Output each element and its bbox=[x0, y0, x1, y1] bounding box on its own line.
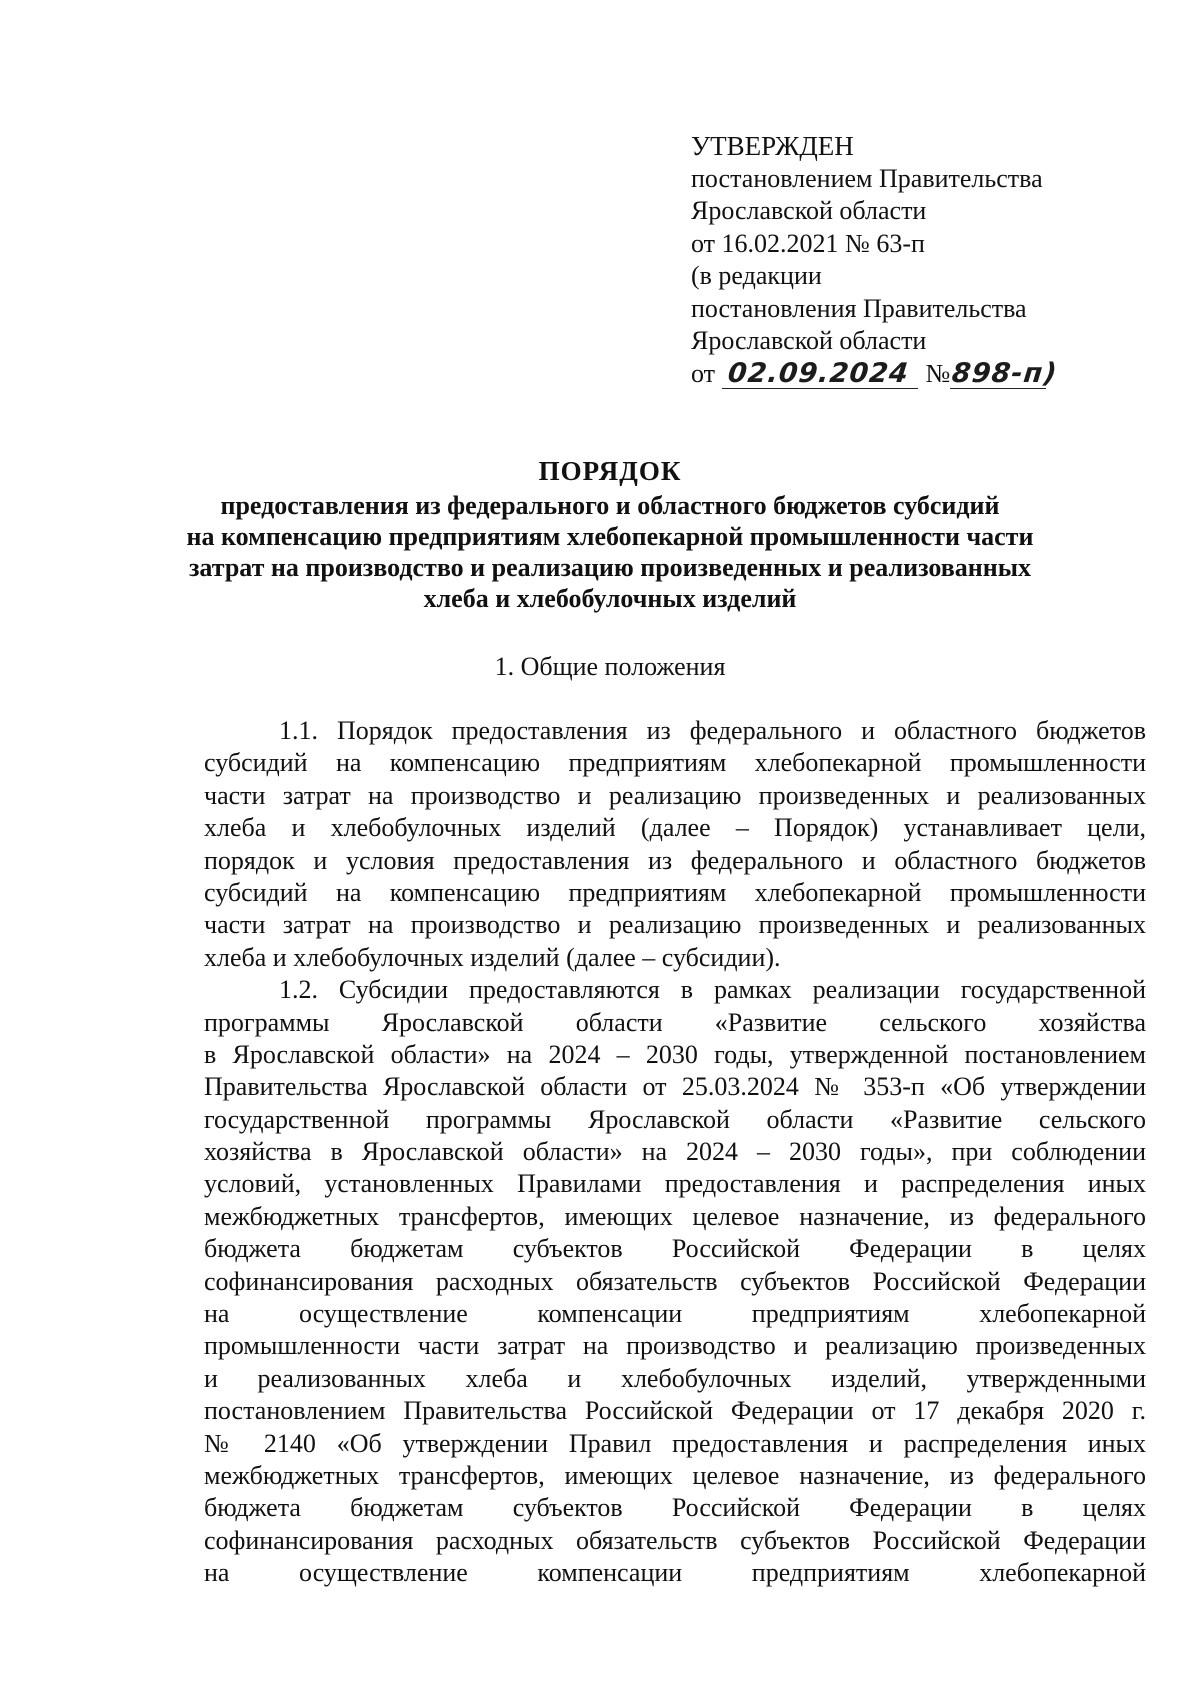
title-subline: на компенсацию предприятиям хлебопекарной промышленности части bbox=[186, 522, 1034, 551]
title-subline: предоставления из федерального и областного бюджетов субсидий bbox=[220, 491, 1000, 520]
approval-line: Ярославской области bbox=[691, 196, 927, 225]
approval-line: от 16.02.2021 № 63-п bbox=[691, 228, 925, 258]
paragraph-line: межбюджетных трансфертов, имеющих целевое назначение, из федерального bbox=[204, 1201, 1146, 1231]
paragraph-line: на осуществление компенсации предприятиям хлебопекарной bbox=[204, 1558, 1146, 1588]
approval-line: (в редакции bbox=[691, 261, 822, 290]
paragraph-line: хлеба и хлебобулочных изделий (далее – субсидии). bbox=[204, 942, 781, 972]
paragraph-line: софинансирования расходных обязательств субъектов Российской Федерации bbox=[204, 1266, 1146, 1296]
paragraph-line: № 2140 «Об утверждении Правил предоставления и распределения иных bbox=[204, 1428, 1146, 1458]
amendment-date-line bbox=[691, 358, 1111, 391]
handwritten-date-field bbox=[722, 357, 918, 389]
paragraph-line: на осуществление компенсации предприятиям хлебопекарной bbox=[204, 1299, 1146, 1329]
paragraph-line: части затрат на производство и реализацию произведенных и реализованных bbox=[204, 780, 1146, 810]
handwritten-number-field bbox=[950, 357, 1046, 389]
paragraph-line: части затрат на производство и реализацию произведенных и реализованных bbox=[204, 910, 1146, 940]
paragraph-line: бюджета бюджетам субъектов Российской Федерации в целях bbox=[204, 1234, 1146, 1264]
approval-stamp bbox=[691, 130, 1111, 390]
paragraph-line: Правительства Ярославской области от 25.03.2024 № 353-п «Об утверждении bbox=[204, 1072, 1146, 1102]
paragraph-line: бюджета бюджетам субъектов Российской Федерации в целях bbox=[204, 1493, 1146, 1523]
paragraph-line: в Ярославской области» на 2024 – 2030 годы, утвержденной постановлением bbox=[204, 1039, 1146, 1069]
approval-line: постановлением Правительства bbox=[691, 163, 1043, 193]
paragraph-line: софинансирования расходных обязательств субъектов Российской Федерации bbox=[204, 1525, 1146, 1555]
document-title bbox=[180, 456, 1040, 614]
title-subline: затрат на производство и реализацию произведенных и реализованных bbox=[188, 553, 1032, 582]
paragraph-line: хозяйства в Ярославской области» на 2024 – 2030 годы», при соблюдении bbox=[204, 1137, 1146, 1167]
handwritten-closing-paren: ) bbox=[1042, 357, 1060, 389]
paragraph-line: межбюджетных трансфертов, имеющих целевое назначение, из федерального bbox=[204, 1460, 1146, 1490]
paragraph-line: постановлением Правительства Российской Федерации от 17 декабря 2020 г. bbox=[204, 1396, 1146, 1426]
title-main: ПОРЯДОК bbox=[538, 456, 682, 486]
approval-line: Ярославской области bbox=[691, 326, 927, 355]
paragraph-line: программы Ярославской области «Развитие сельского хозяйства bbox=[204, 1007, 1146, 1037]
approval-heading: УТВЕРЖДЕН bbox=[691, 131, 854, 161]
title-subline: хлеба и хлебобулочных изделий bbox=[423, 584, 797, 613]
paragraph-line: 1.1. Порядок предоставления из федерального и областного бюджетов bbox=[279, 716, 1146, 745]
paragraph-line: промышленности части затрат на производство и реализацию произведенных bbox=[204, 1331, 1146, 1361]
handwritten-date: 02.09.2024 bbox=[725, 357, 911, 389]
section-heading: 1. Общие положения bbox=[494, 652, 726, 681]
paragraph-line: 1.2. Субсидии предоставляются в рамках реализации государственной bbox=[279, 975, 1146, 1005]
paragraph-line: государственной программы Ярославской области «Развитие сельского bbox=[204, 1104, 1146, 1134]
section-body bbox=[204, 715, 1146, 1590]
paragraph-line: и реализованных хлеба и хлебобулочных изделий, утвержденными bbox=[204, 1363, 1146, 1393]
approval-line: постановления Правительства bbox=[691, 293, 1027, 323]
paragraph-line: хлеба и хлебобулочных изделий (далее – Порядок) устанавливает цели, bbox=[204, 813, 1146, 843]
handwritten-number: 898-п bbox=[950, 357, 1046, 389]
paragraph-line: условий, установленных Правилами предоставления и распределения иных bbox=[204, 1169, 1146, 1199]
number-mark: № bbox=[925, 358, 951, 388]
paragraph-line: субсидий на компенсацию предприятиям хлебопекарной промышленности bbox=[204, 877, 1146, 907]
paragraph-line: субсидий на компенсацию предприятиям хлебопекарной промышленности bbox=[204, 748, 1146, 778]
amendment-prefix: от bbox=[691, 358, 716, 388]
paragraph-line: порядок и условия предоставления из федерального и областного бюджетов bbox=[204, 845, 1146, 875]
